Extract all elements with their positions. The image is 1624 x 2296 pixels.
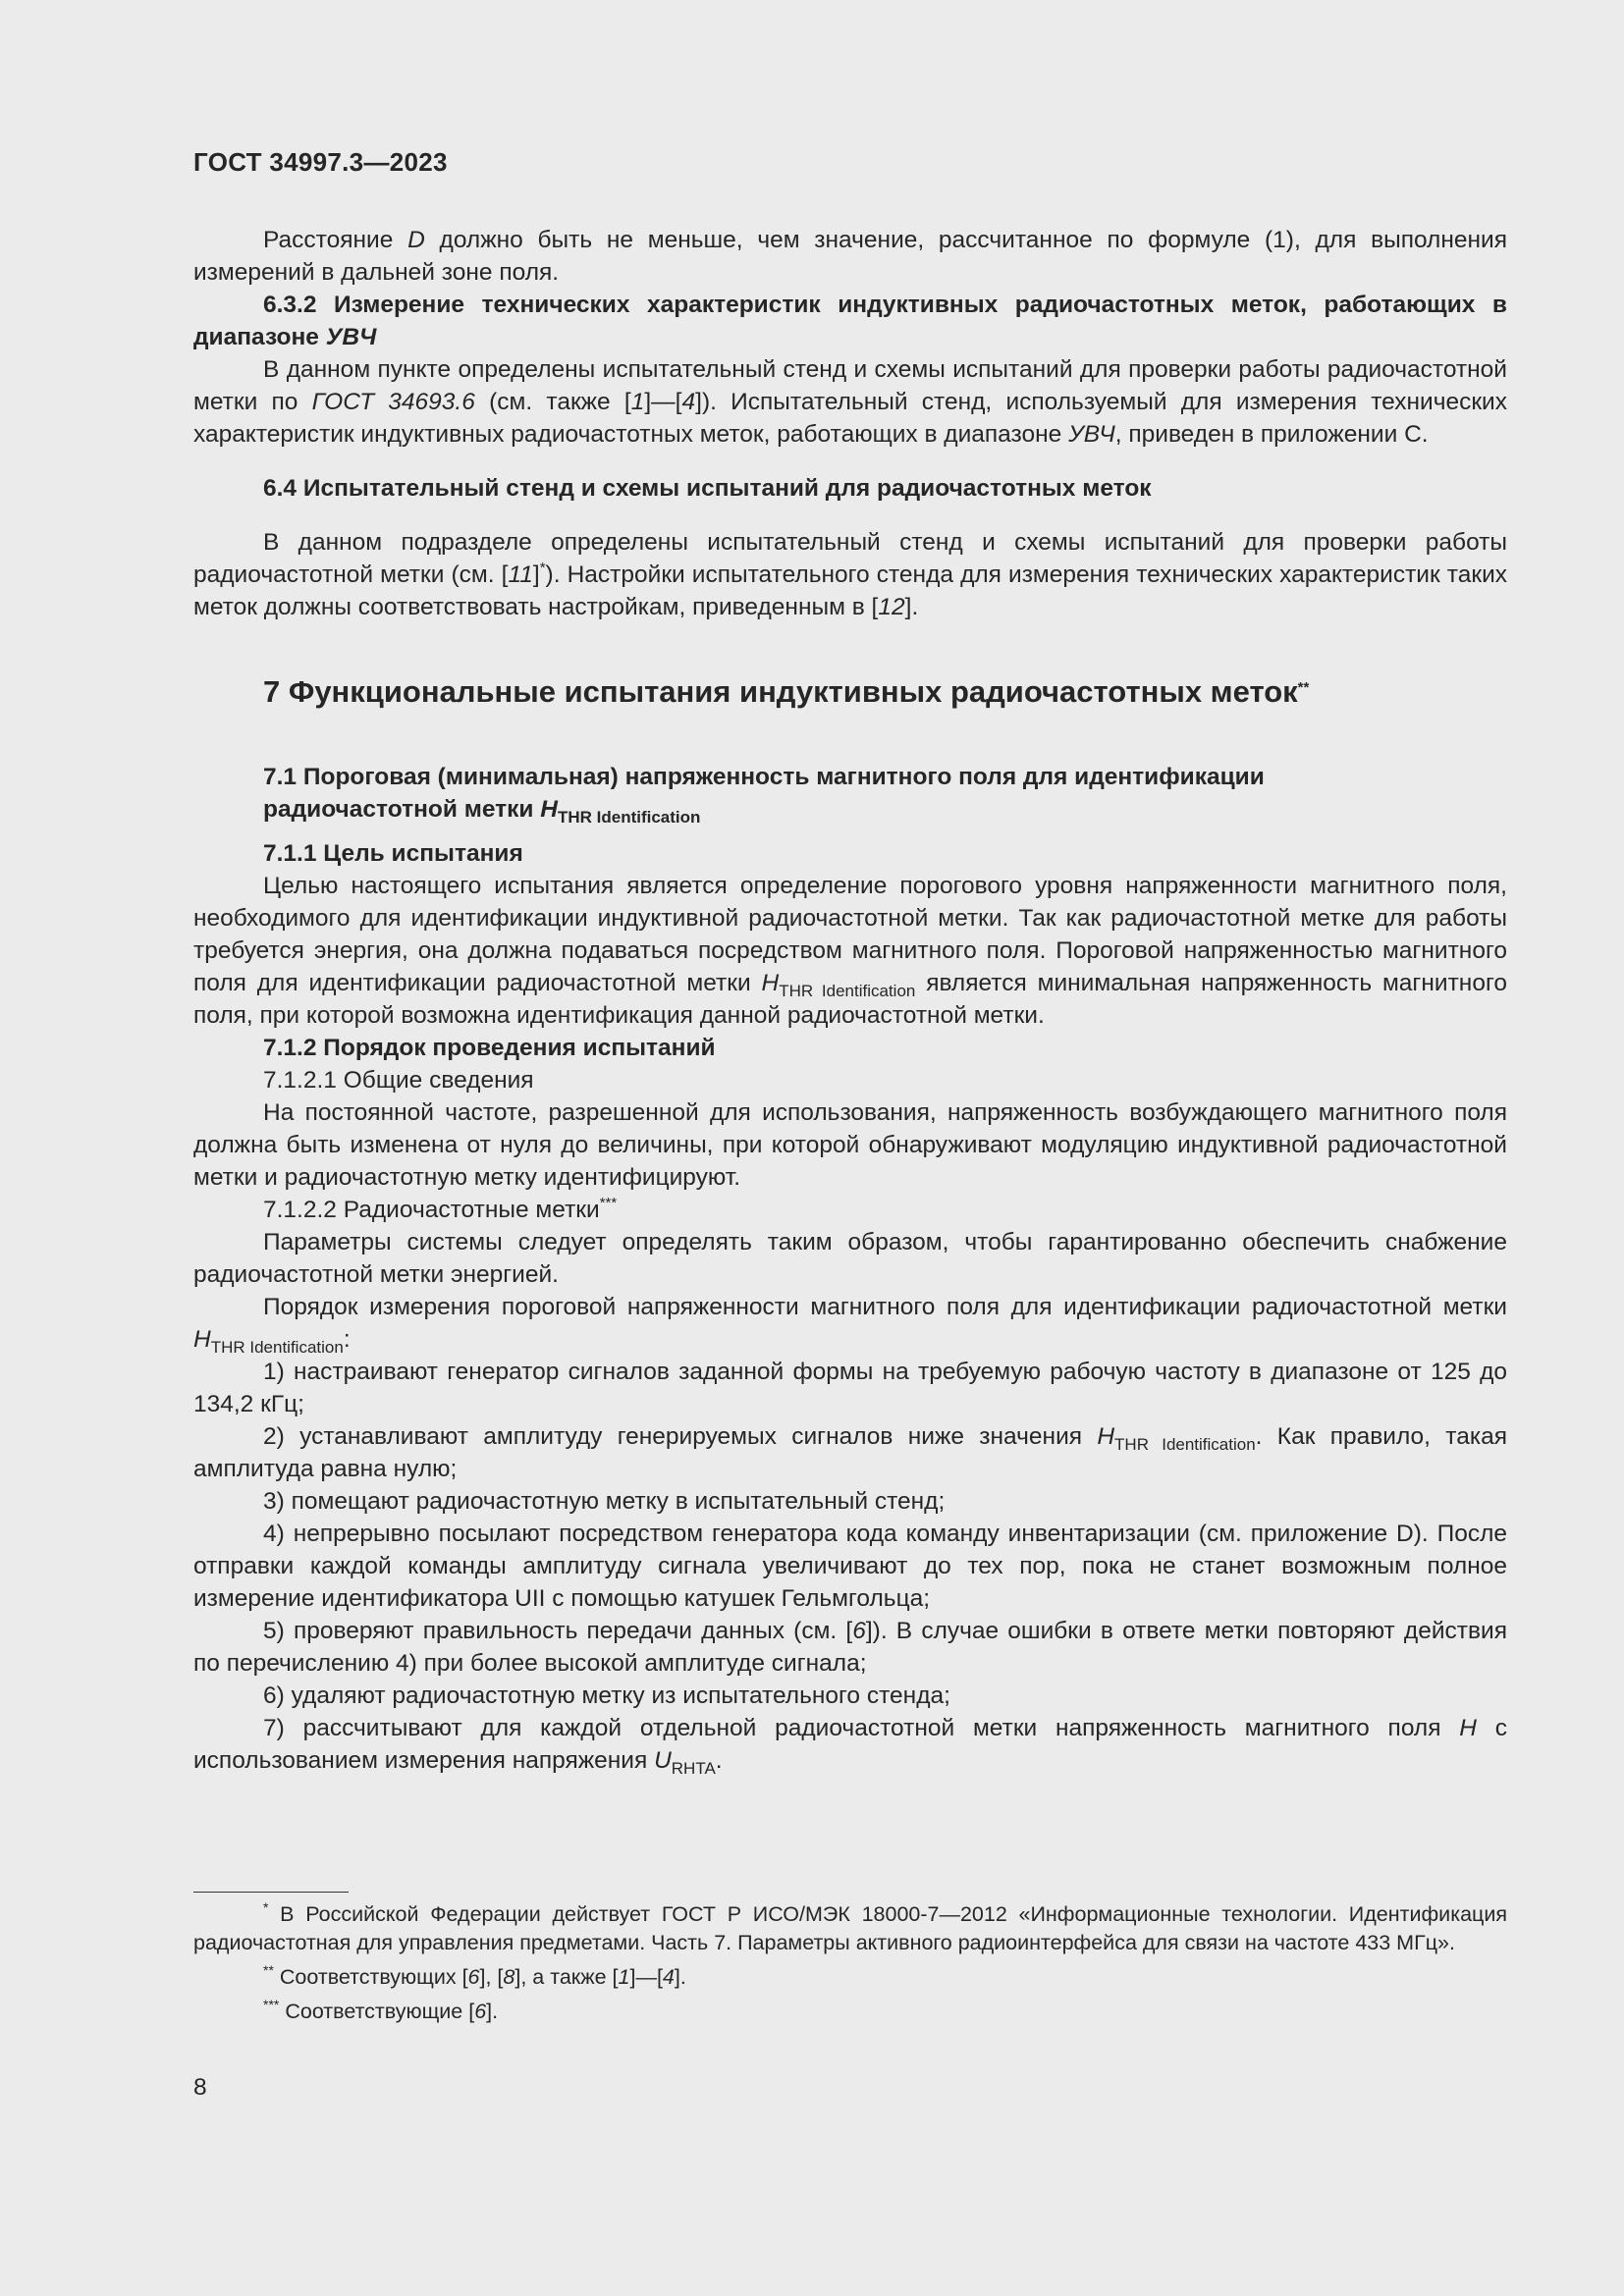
heading-6-4: 6.4 Испытательный стенд и схемы испытаний для радиочастотных меток	[263, 475, 1152, 502]
list-item-step-3: 3) помещают радиочастотную метку в испытательный стенд;	[263, 1488, 946, 1515]
list-item-step-4: 4) непрерывно посылают посредством генератора кода команду инвентаризации (см. приложение D). После отправки каждой команды амплитуду сигнала увеличивают до тех пор, пока не станет возможным полное измерение идентификатора UII с помощью катушек Гельмгольца;	[193, 1521, 1507, 1612]
footnote-1: * В Российской Федерации действует ГОСТ Р ИСО/МЭК 18000-7—2012 «Информационные технологии. Идентификация радиочастотная для управления предметами. Часть 7. Параметры активного радиоинтерфейса для связи на частоте 433 МГц».	[193, 1899, 1507, 1954]
heading-7-1-2-1: 7.1.2.1 Общие сведения	[263, 1067, 534, 1094]
heading-7-1: 7.1 Пороговая (минимальная) напряженность магнитного поля для идентификации радиочастотной метки $H_{THR Identification}$	[263, 764, 1265, 827]
list-item-step-7: 7) рассчитывают для каждой отдельной радиочастотной метки напряженность магнитного поля H с использованием измерения напряжения $U_{RHTA}$.	[193, 1715, 1507, 1778]
heading-7-1-2-2: 7.1.2.2 Радиочастотные метки***	[263, 1195, 618, 1223]
paragraph-7-1-2-2-b: Порядок измерения пороговой напряженности магнитного поля для идентификации радиочастотной метки $H_{THR Identification}$:	[193, 1294, 1507, 1357]
heading-7-1-1: 7.1.1 Цель испытания	[263, 840, 523, 867]
page-number: 8	[193, 2074, 207, 2101]
list-item-step-2: 2) устанавливают амплитуду генерируемых сигналов ниже значения $H_{THR Identification}$. Как правило, такая амплитуда равна нулю;	[193, 1423, 1507, 1482]
chapter-7-heading: 7 Функциональные испытания индуктивных радиочастотных меток**	[263, 674, 1310, 709]
footnotes	[193, 1892, 1507, 2026]
paragraph-6-3-2: В данном пункте определены испытательный стенд и схемы испытаний для проверки работы радиочастотной метки по ГОСТ 34693.6 (см. также [1]—[4]). Испытательный стенд, используемый для измерения технических характеристик индуктивных радиочастотных меток, работающих в диапазоне УВЧ, приведен в приложении С.	[193, 356, 1507, 448]
footnote-3: *** Соответствующие [6].	[263, 1997, 499, 2023]
paragraph-7-1-2-2-a: Параметры системы следует определять таким образом, чтобы гарантированно обеспечить снабжение радиочастотной метки энергией.	[193, 1229, 1507, 1288]
list-item-step-5: 5) проверяют правильность передачи данных (см. [6]). В случае ошибки в ответе метки повторяют действия по перечислению 4) при более высокой амплитуде сигнала;	[193, 1618, 1507, 1677]
footnote-divider	[193, 1892, 349, 1893]
footnote-2: ** Соответствующих [6], [8], а также [1]—[4].	[263, 1962, 686, 1989]
heading-7-1-2: 7.1.2 Порядок проведения испытаний	[263, 1035, 716, 1061]
heading-6-3-2: 6.3.2 Измерение технических характеристик индуктивных радиочастотных меток, работающих в диапазоне УВЧ	[193, 292, 1507, 350]
paragraph-7-1-1: Целью настоящего испытания является определение порогового уровня напряженности магнитного поля, необходимого для идентификации индуктивной радиочастотной метки. Так как радиочастотной метке для работы требуется энергия, она должна подаваться посредством магнитного поля. Пороговой напряженностью магнитного поля для идентификации радиочастотной метки $H_{THR Identification}$ является минимальная напряженность магнитного поля, при которой возможна идентификация данной радиочастотной метки.	[193, 873, 1507, 1029]
paragraph-6-4: В данном подразделе определены испытательный стенд и схемы испытаний для проверки работы радиочастотной метки (см. [11]*). Настройки испытательного стенда для измерения технических характеристик таких меток должны соответствовать настройкам, приведенным в [12].	[193, 529, 1508, 620]
paragraph-7-1-2-1: На постоянной частоте, разрешенной для использования, напряженность возбуждающего магнитного поля должна быть изменена от нуля до величины, при которой обнаруживают модуляцию индуктивной радиочастотной метки и радиочастотную метку идентифицируют.	[193, 1099, 1507, 1191]
list-item-step-1: 1) настраивают генератор сигналов заданной формы на требуемую рабочую частоту в диапазоне от 125 до 134,2 кГц;	[193, 1359, 1507, 1417]
list-item-step-6: 6) удаляют радиочастотную метку из испытательного стенда;	[263, 1682, 950, 1709]
document-header: ГОСТ 34997.3—2023	[193, 147, 448, 177]
page-body	[193, 224, 1507, 1777]
paragraph-distance: Расстояние D должно быть не меньше, чем значение, рассчитанное по формуле (1), для выполнения измерений в дальней зоне поля.	[193, 227, 1507, 286]
